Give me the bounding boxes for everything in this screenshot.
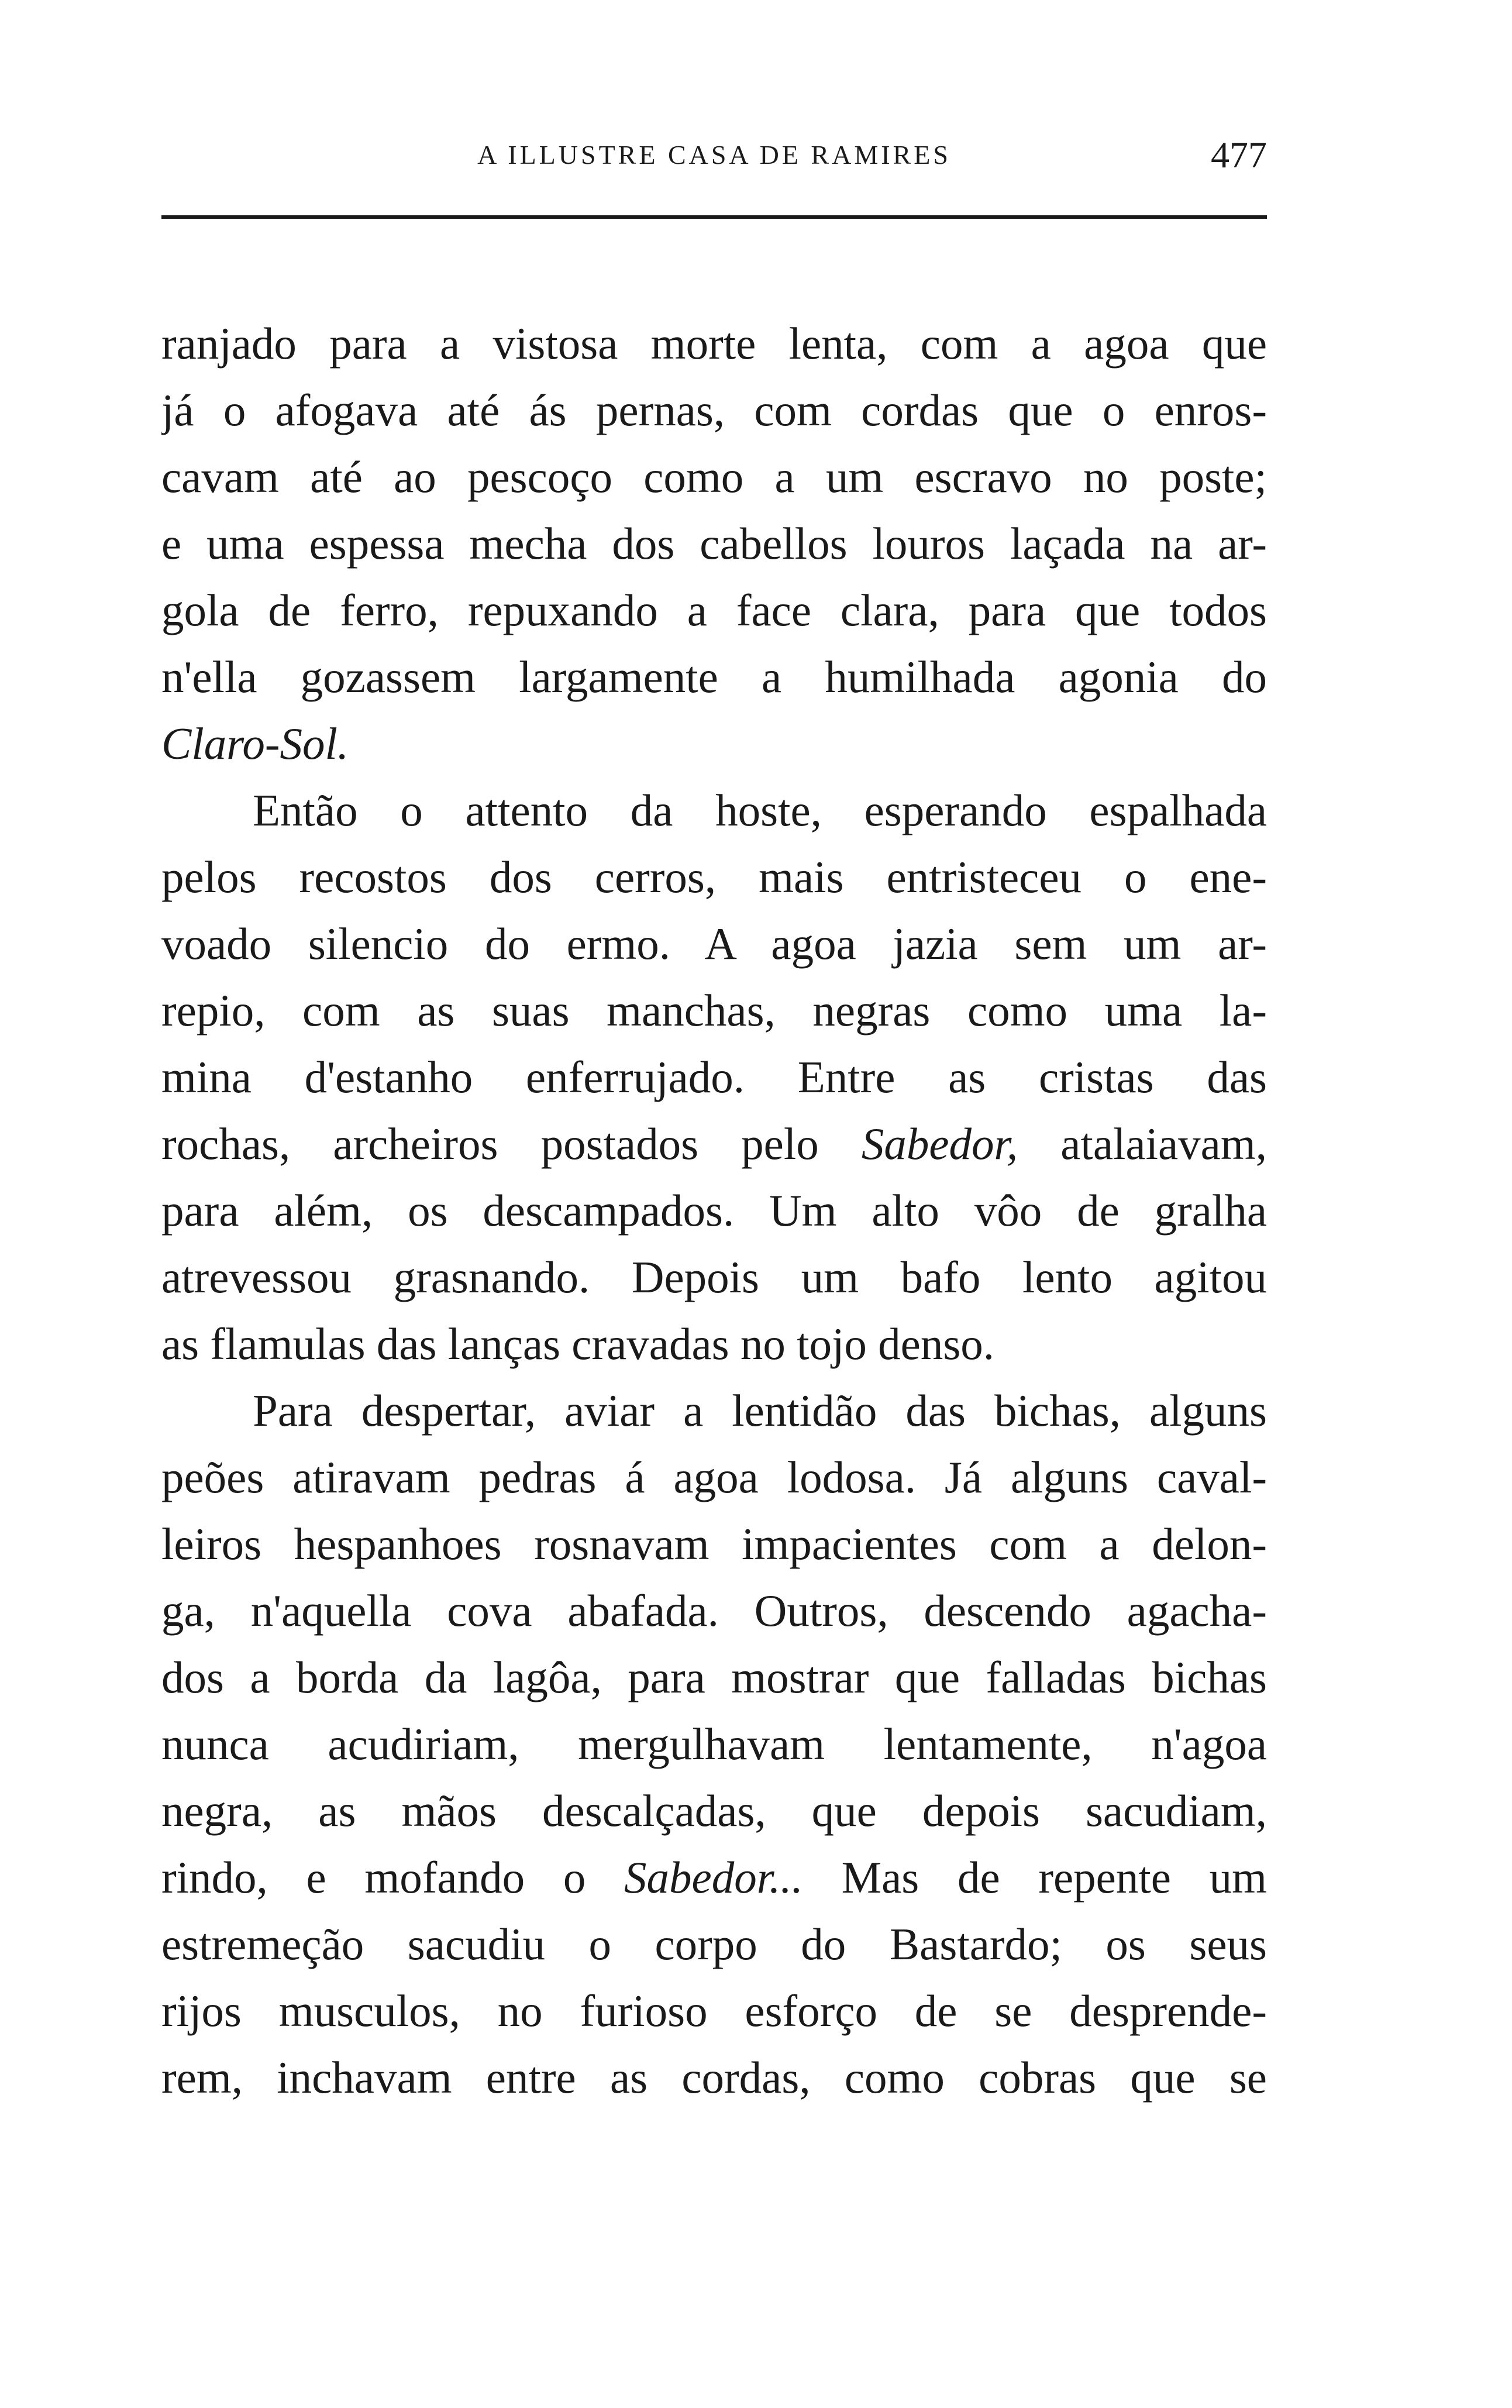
text-line: leiros hespanhoes rosnavam impacientes com a delon- — [161, 1519, 1267, 1569]
text-line: para além, os descampados. Um alto vôo de gralha — [161, 1185, 1267, 1236]
text-line: Para despertar, aviar a lentidão das bichas, alguns — [253, 1385, 1267, 1436]
text-line — [161, 1110, 1267, 1177]
text-line: gola de ferro, repuxando a face clara, para que todos — [161, 585, 1267, 635]
italic-term: Claro-Sol. — [161, 718, 349, 769]
text-line: negra, as mãos descalçadas, que depois sacudiam, — [161, 1786, 1267, 1836]
text-line: já o afogava até ás pernas, com cordas que o enros- — [161, 385, 1267, 435]
running-title: A ILLUSTRE CASA DE RAMIRES — [477, 140, 951, 170]
text-line: rijos musculos, no furioso esforço de se desprende- — [161, 1986, 1267, 2036]
text-line: pelos recostos dos cerros, mais entristeceu o ene- — [161, 852, 1267, 902]
text-line: cavam até ao pescoço como a um escravo no poste; — [161, 452, 1267, 502]
text-line: n'ella gozassem largamente a humilhada agonia do — [161, 652, 1267, 702]
body-text — [161, 310, 1267, 2111]
text-line: ga, n'aquella cova abafada. Outros, descendo agacha- — [161, 1585, 1267, 1636]
text-segment: Mas de repente um — [841, 1852, 1267, 1903]
text-line: e uma espessa mecha dos cabellos louros laçada na ar- — [161, 518, 1267, 569]
text-line: dos a borda da lagôa, para mostrar que falladas bichas — [161, 1652, 1267, 1702]
text-line: rem, inchavam entre as cordas, como cobras que se — [161, 2052, 1267, 2103]
italic-term: Sabedor... — [624, 1852, 803, 1903]
text-line: mina d'estanho enferrujado. Entre as cristas das — [161, 1052, 1267, 1102]
text-line: Então o attento da hoste, esperando espalhada — [253, 785, 1267, 835]
header-rule — [161, 215, 1267, 219]
text-segment: atalaiavam, — [1060, 1119, 1267, 1169]
italic-term: Sabedor, — [861, 1119, 1018, 1169]
text-line: repio, com as suas manchas, negras como uma la- — [161, 985, 1267, 1036]
text-line: ranjado para a vistosa morte lenta, com a agoa que — [161, 318, 1267, 369]
running-header — [161, 133, 1267, 186]
text-line: estremeção sacudiu o corpo do Bastardo; os seus — [161, 1919, 1267, 1969]
text-segment: rindo, e mofando o — [161, 1852, 586, 1903]
text-line — [161, 1844, 1267, 1911]
text-line: as flamulas das lanças cravadas no tojo denso. — [161, 1319, 995, 1369]
text-line: atrevessou grasnando. Depois um bafo lento agitou — [161, 1252, 1267, 1302]
text-line: voado silencio do ermo. A agoa jazia sem um ar- — [161, 919, 1267, 969]
page-number: 477 — [1211, 134, 1267, 176]
text-line: nunca acudiriam, mergulhavam lentamente, n'agoa — [161, 1719, 1267, 1769]
text-segment: rochas, archeiros postados pelo — [161, 1119, 819, 1169]
text-line: peões atiravam pedras á agoa lodosa. Já alguns caval- — [161, 1452, 1267, 1502]
text-line — [161, 710, 1267, 777]
